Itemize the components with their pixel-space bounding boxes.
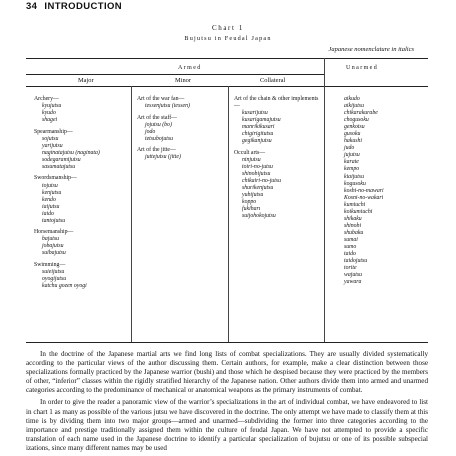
chart-subtitle: Bujutsu in Feudal Japan xyxy=(184,35,272,42)
minor-column xyxy=(137,96,227,161)
jutsu-term: shurikenjutsu xyxy=(242,185,274,192)
armed-label: Armed xyxy=(178,65,202,71)
collateral-column xyxy=(234,96,322,220)
jutsu-term: naginatajutsu (naginata) xyxy=(42,149,100,156)
jutsu-term: suieijutsu xyxy=(42,269,65,276)
jutsu-term: manrikikusari xyxy=(242,124,275,131)
jutsu-term: kusarigamajutsu xyxy=(242,117,281,124)
unarmed-term: judo xyxy=(344,145,355,152)
body-paragraph-2: In order to give the reader a panoramic view of the warrior’s specializations in the art of individual combat, we have endeavored to list in chart 1 as many as possible of the various jutsu we have discovered in the doctrine. The only attempt we have made to classify them at this time is by dividing them into two major groups—armed and unarmed—subdividing the former into three categories according to the importance and prestige traditionally assigned them within the culture of feudal Japan. We have not attempted to provide a specific translation of each name used in the Japanese doctrine to identify a particular specialization of bujutsu or one of its possible subspecial izations, since many different names may be used xyxy=(26,398,428,452)
category-heading: Art of the chain & other implements— xyxy=(234,96,319,110)
category-heading: Art of the staff— xyxy=(137,114,177,121)
jutsu-term: suijohokojutsu xyxy=(242,213,276,220)
unarmed-term: taido xyxy=(344,251,356,258)
jutsu-term: ninjutsu xyxy=(242,156,261,163)
unarmed-term: torite xyxy=(344,265,357,272)
jutsu-term: bajutsu xyxy=(42,236,60,243)
jutsu-term: jojutsu (bo) xyxy=(145,121,172,128)
jutsu-term: oyogijutsu xyxy=(42,276,67,283)
unarmed-term: shubaku xyxy=(344,229,364,236)
page-number: 34 xyxy=(26,1,38,12)
unarmed-term: chogusoku xyxy=(344,117,369,124)
bottom-rule xyxy=(26,342,428,343)
unarmed-term: sumai xyxy=(344,236,358,243)
unarmed-term: kempo xyxy=(344,166,360,173)
running-header xyxy=(26,1,122,12)
jutsu-term: tetsubojutsu xyxy=(145,135,174,142)
jutsu-term: sasumatajutsu xyxy=(42,163,76,170)
jutsu-term: suibajutsu xyxy=(42,250,66,257)
unarmed-term: kiaijutsu xyxy=(344,173,364,180)
jutsu-term: shagei xyxy=(42,117,58,124)
jutsu-term: iaido xyxy=(42,210,54,217)
top-rule xyxy=(26,58,428,59)
category-heading: Swordsmanship— xyxy=(34,175,77,182)
major-header: Major xyxy=(78,77,94,84)
unarmed-term: koshi-no-mawari xyxy=(344,187,384,194)
jutsu-term: kyujutsu xyxy=(42,103,62,110)
jutsu-term: juttejutsu (jitte) xyxy=(145,154,181,161)
unarmed-term: chikarakurabe xyxy=(344,110,378,117)
unarmed-term: aikijutsu xyxy=(344,103,364,110)
unarmed-term: genkotsu xyxy=(344,124,365,131)
unarmed-term: hakushi xyxy=(344,138,363,145)
jutsu-term: gegikanjutsu xyxy=(242,138,272,145)
collateral-header: Collateral xyxy=(260,77,286,84)
divider-major-minor xyxy=(131,86,132,342)
header-rule xyxy=(26,86,428,87)
unarmed-term: yawara xyxy=(344,279,362,286)
unarmed-label: Unarmed xyxy=(346,65,379,71)
jutsu-term: kendo xyxy=(42,196,56,203)
armed-rule xyxy=(26,74,324,75)
category-heading: Horsemanship— xyxy=(34,229,74,236)
jutsu-term: sojutsu xyxy=(42,135,59,142)
jutsu-term: koppo xyxy=(242,199,257,206)
unarmed-term: shikaku xyxy=(344,215,362,222)
unarmed-term: karate xyxy=(344,159,359,166)
minor-header: Minor xyxy=(175,77,191,84)
running-head-title: INTRODUCTION xyxy=(44,1,123,12)
chart-title: Chart 1 xyxy=(211,24,244,32)
chart-note: Japanese nomenclature in italics xyxy=(328,46,414,53)
jutsu-term: kenjutsu xyxy=(42,189,62,196)
jutsu-term: chigirigitutsu xyxy=(242,131,274,138)
jutsu-term: iaijutsu xyxy=(42,203,60,210)
jutsu-term: kyudo xyxy=(42,110,56,117)
unarmed-term: sumo xyxy=(344,243,357,250)
body-paragraph-1: In the doctrine of the Japanese martial arts we find long lists of combat specializations. They are usually divided systematically according to the particular views of the author discussing them. Certain authors, for example, make a clear distinction between those specializations formally practiced by the Japanese warrior (bushi) and those which he despised because they were practiced by the members of other, “inferior” classes within the rigidly stratified hierarchy of the Japanese nation. Other authors divide them into armed and unarmed categories according to the predominance of mechanical or anatomical weapons as the primary instruments of combat. xyxy=(26,350,428,395)
jutsu-term: yarijutsu xyxy=(42,142,63,149)
body-text xyxy=(26,350,428,453)
jutsu-term: sodegaramijutsu xyxy=(42,156,81,163)
category-heading: Art of the jitte— xyxy=(137,147,176,154)
jutsu-term: kusarijutsu xyxy=(242,110,268,117)
category-heading: Swimming— xyxy=(34,261,66,268)
category-heading: Occult arts— xyxy=(234,149,266,156)
category-heading: Spearmanship— xyxy=(34,128,73,135)
unarmed-term: shinobi xyxy=(344,222,362,229)
unarmed-column xyxy=(344,96,428,286)
jutsu-term: yubijutsu xyxy=(242,192,264,199)
divider-armed-unarmed xyxy=(324,58,325,342)
unarmed-term: jujutsu xyxy=(344,152,360,159)
jutsu-term: jobajutsu xyxy=(42,243,64,250)
jutsu-term: chikairi-no-jutsu xyxy=(242,178,281,185)
unarmed-term: kogusoku xyxy=(344,180,366,187)
major-column xyxy=(34,96,130,290)
divider-minor-collateral xyxy=(228,86,229,342)
category-heading: Art of the war fan— xyxy=(137,96,185,102)
jutsu-term: tantojutsu xyxy=(42,217,66,224)
unarmed-term: Kosni-no-wakari xyxy=(344,194,384,201)
unarmed-term: wajutsu xyxy=(344,272,363,279)
unarmed-term: kumiuchi xyxy=(344,201,366,208)
unarmed-term: koikumiuchi xyxy=(344,208,373,215)
unarmed-term: aikudo xyxy=(344,96,360,102)
jutsu-term: tojutsu xyxy=(42,182,58,189)
jutsu-term: tessenjutsu (tessen) xyxy=(145,103,190,110)
jutsu-term: jodo xyxy=(145,128,156,135)
jutsu-term: fukiharı xyxy=(242,206,261,213)
jutsu-term: shinobijutsu xyxy=(242,170,271,177)
unarmed-term: gusoku xyxy=(344,131,361,138)
jutsu-term: toiri-no-jutsu xyxy=(242,163,273,170)
jutsu-term: katchu gozen oyogi xyxy=(42,283,87,290)
unarmed-term: taidojutsu xyxy=(344,258,368,265)
category-heading: Archery— xyxy=(34,96,59,102)
